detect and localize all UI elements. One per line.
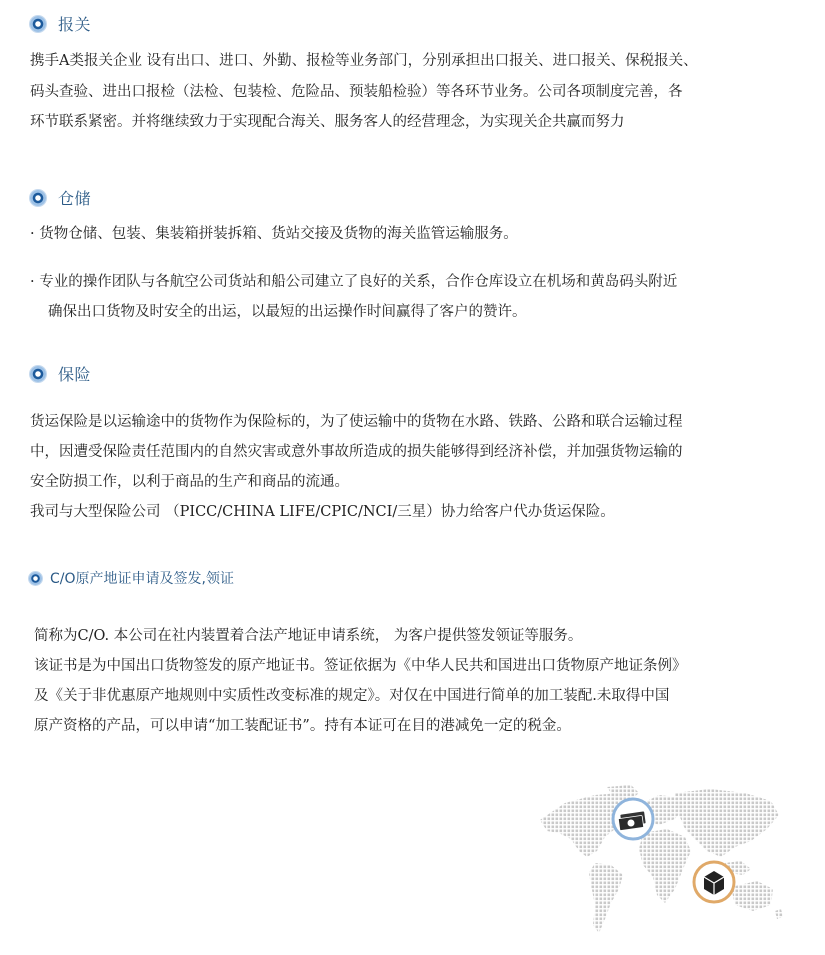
origin-title: C/O原产地证申请及签发,领证 [50,571,234,587]
bullet-icon [30,366,46,382]
insurance-line: 货运保险是以运输途中的货物作为保险标的，为了使运输中的货物在水路、铁路、公路和联合运输过程 [30,414,683,430]
package-icon [694,862,734,902]
insurance-line: 我司与大型保险公司 （PICC/CHINA LIFE/CPIC/NCI/三星）协力给客户代办货运保险。 [30,504,615,520]
warehouse-bullet: · 专业的操作团队与各航空公司货站和船公司建立了良好的关系，合作仓库设立在机场和黄岛码头附近 [30,274,678,290]
insurance-title: 保险 [58,365,92,384]
warehouse-title: 仓储 [58,189,92,208]
bullet-icon [29,572,42,585]
origin-line: 原产资格的产品，可以申请“加工装配证书”。持有本证可在目的港减免一定的税金。 [34,718,571,734]
bullet-icon [30,16,46,32]
insurance-line: 安全防损工作，以利于商品的生产和商品的流通。 [30,474,349,490]
customs-line: 携手A类报关企业 设有出口、进口、外勤、报检等业务部门，分别承担出口报关、进口报关、保税报关、 [30,53,698,69]
customs-heading [30,12,91,35]
origin-line: 简称为C/O. 本公司在社内装置着合法产地证申请系统， 为客户提供签发领证等服务。 [34,628,583,644]
origin-line: 该证书是为中国出口货物签发的原产地证书。签证依据为《中华人民共和国进出口货物原产地证条例》 [34,658,687,674]
money-icon [613,799,653,839]
bullet-icon [30,190,46,206]
warehouse-bullet: · 货物仓储、包装、集装箱拼装拆箱、货站交接及货物的海关监管运输服务。 [30,226,518,242]
customs-title: 报关 [58,15,92,34]
warehouse-bullet-continuation: 确保出口货物及时安全的出运，以最短的出运操作时间赢得了客户的赞许。 [48,304,527,320]
world-map-image [535,785,785,940]
origin-line: 及《关于非优惠原产地规则中实质性改变标准的规定》。对仅在中国进行简单的加工装配.未取得中国 [34,688,670,704]
insurance-heading [30,362,91,385]
insurance-line: 中，因遭受保险责任范围内的自然灾害或意外事故所造成的损失能够得到经济补偿，并加强货物运输的 [30,444,683,460]
warehouse-heading [30,186,91,209]
customs-line: 码头查验、进出口报检（法检、包装检、危险品、预装船检验）等各环节业务。公司各项制度完善，各 [30,84,683,100]
customs-line: 环节联系紧密。并将继续致力于实现配合海关、服务客人的经营理念，为实现关企共赢而努力 [30,114,625,130]
origin-heading [29,568,234,588]
